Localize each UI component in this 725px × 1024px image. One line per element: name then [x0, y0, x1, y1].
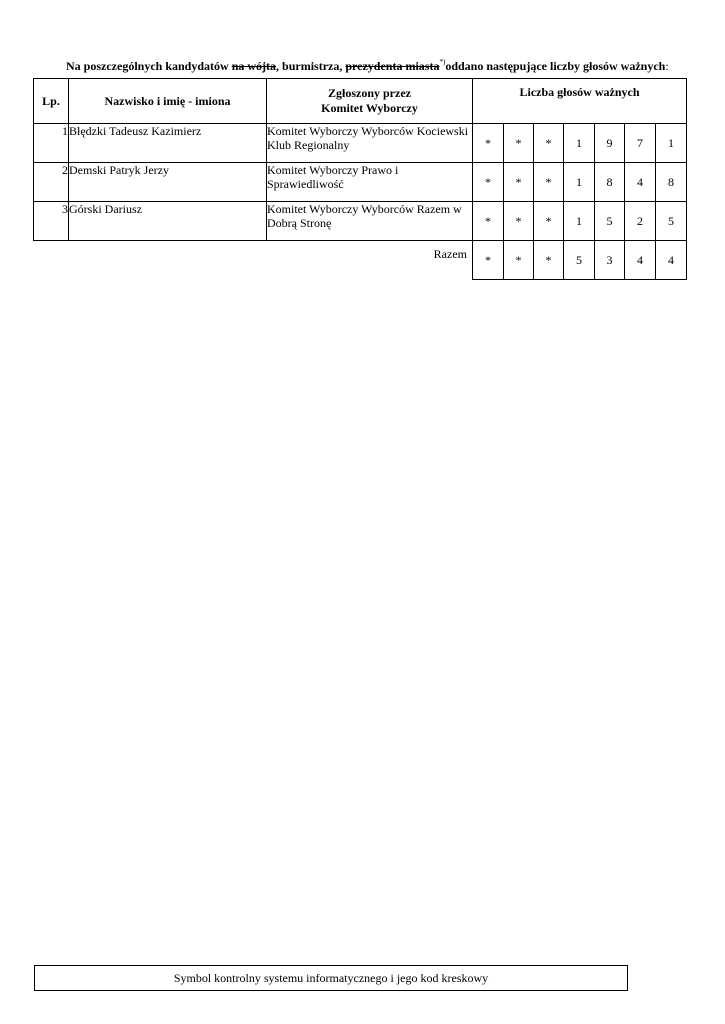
- table-row: [34, 202, 687, 241]
- vote-digit: *: [534, 163, 564, 202]
- row-candidate-name: Demski Patryk Jerzy: [69, 163, 267, 202]
- heading-text-3: oddano następujące liczby głosów ważnych: [445, 59, 666, 73]
- total-digit: 4: [656, 241, 687, 280]
- total-digit: 3: [595, 241, 625, 280]
- total-digit: 5: [564, 241, 595, 280]
- vote-digit: *: [473, 163, 504, 202]
- header-name: Nazwisko i imię - imiona: [69, 79, 267, 124]
- row-committee: Komitet Wyborczy Prawo i Sprawiedliwość: [267, 163, 473, 202]
- heading-struck-prezydent: prezydenta miasta: [345, 59, 440, 73]
- vote-digit: *: [504, 163, 534, 202]
- total-digit: *: [504, 241, 534, 280]
- total-digit: *: [534, 241, 564, 280]
- header-committee-line2: Komitet Wyborczy: [321, 101, 418, 115]
- table-header-row: [34, 79, 687, 124]
- row-committee: Komitet Wyborczy Wyborców Kociewski Klub Regionalny: [267, 124, 473, 163]
- vote-digit: 8: [595, 163, 625, 202]
- vote-digit: 7: [625, 124, 656, 163]
- row-lp: 3: [34, 202, 69, 241]
- vote-digit: 2: [625, 202, 656, 241]
- row-candidate-name: Błędzki Tadeusz Kazimierz: [69, 124, 267, 163]
- heading-struck-wojt: na wójta: [231, 59, 277, 73]
- vote-digit: *: [473, 202, 504, 241]
- vote-digit: 1: [564, 202, 595, 241]
- row-committee: Komitet Wyborczy Wyborców Razem w Dobrą Stronę: [267, 202, 473, 241]
- row-lp: 2: [34, 163, 69, 202]
- vote-digit: 9: [595, 124, 625, 163]
- total-row: [34, 241, 687, 280]
- row-candidate-name: Górski Dariusz: [69, 202, 267, 241]
- total-digit: 4: [625, 241, 656, 280]
- section-heading: [66, 58, 686, 74]
- row-lp: 1: [34, 124, 69, 163]
- vote-digit: 1: [564, 163, 595, 202]
- vote-digit: *: [473, 124, 504, 163]
- vote-digit: 1: [564, 124, 595, 163]
- results-table: [33, 78, 687, 280]
- header-lp: Lp.: [34, 79, 69, 124]
- table-row: [34, 163, 687, 202]
- control-symbol-box: Symbol kontrolny systemu informatycznego i jego kod kreskowy: [34, 965, 628, 991]
- vote-digit: 5: [656, 202, 687, 241]
- header-committee-line1: Zgłoszony przez: [328, 86, 411, 100]
- total-blank-cell: [34, 241, 69, 280]
- header-votes: Liczba głosów ważnych: [473, 79, 687, 124]
- heading-text-1: Na poszczególnych kandydatów: [66, 59, 232, 73]
- total-blank-cell: [69, 241, 267, 280]
- vote-digit: *: [534, 124, 564, 163]
- heading-colon: :: [665, 59, 669, 73]
- header-committee: [267, 79, 473, 124]
- vote-digit: *: [504, 124, 534, 163]
- total-digit: *: [473, 241, 504, 280]
- vote-digit: 4: [625, 163, 656, 202]
- vote-digit: 1: [656, 124, 687, 163]
- footnote-marker: *): [439, 58, 446, 66]
- total-label: Razem: [433, 247, 467, 261]
- vote-digit: 8: [656, 163, 687, 202]
- vote-digit: *: [534, 202, 564, 241]
- table-row: [34, 124, 687, 163]
- vote-digit: 5: [595, 202, 625, 241]
- vote-digit: *: [504, 202, 534, 241]
- heading-text-2: , burmistrza,: [276, 59, 346, 73]
